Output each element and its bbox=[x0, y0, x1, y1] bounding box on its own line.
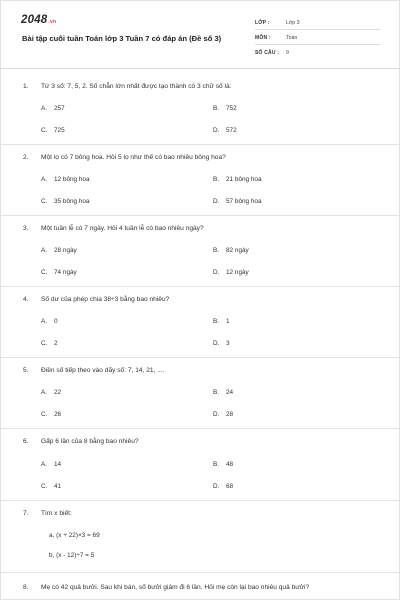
option-letter: C. bbox=[41, 411, 48, 418]
option-text: 82 ngày bbox=[226, 247, 249, 254]
option-text: 48 bbox=[226, 461, 234, 468]
option-text: 68 bbox=[226, 483, 234, 490]
option-text: 22 bbox=[54, 389, 62, 396]
answer-option-c[interactable] bbox=[41, 340, 58, 347]
answer-option-c[interactable] bbox=[41, 198, 90, 205]
option-letter: D. bbox=[213, 127, 220, 134]
question-number: 3. bbox=[23, 225, 29, 232]
option-text: 74 ngày bbox=[54, 269, 77, 276]
answer-option-a[interactable] bbox=[41, 176, 90, 183]
answer-option-a[interactable] bbox=[41, 461, 61, 468]
answer-option-b[interactable] bbox=[213, 461, 233, 468]
answer-option-a[interactable] bbox=[41, 247, 77, 254]
meta-label-class: LỚP : bbox=[255, 20, 270, 26]
answer-option-c[interactable] bbox=[41, 269, 77, 276]
answer-option-a[interactable] bbox=[41, 105, 65, 112]
option-letter: C. bbox=[41, 198, 48, 205]
question-text: Điền số tiếp theo vào dãy số: 7, 14, 21, .... bbox=[41, 367, 165, 374]
answer-option-b[interactable] bbox=[213, 105, 237, 112]
option-letter: B. bbox=[213, 318, 220, 325]
option-letter: A. bbox=[41, 389, 48, 396]
question-divider bbox=[1, 286, 400, 287]
option-text: 3 bbox=[226, 340, 230, 347]
question-number: 5. bbox=[23, 367, 29, 374]
question-divider bbox=[1, 144, 400, 145]
meta-value-subject: Toán bbox=[286, 35, 298, 41]
option-letter: A. bbox=[41, 176, 48, 183]
sub-question-a: a, (x + 22)×3 = 69 bbox=[49, 532, 100, 539]
answer-option-c[interactable] bbox=[41, 411, 61, 418]
option-letter: B. bbox=[213, 105, 220, 112]
question-text: Mẹ có 42 quả bưởi. Sau khi bán, số bưởi giảm đi 6 lần. Hỏi mẹ còn lại bao nhiêu quả bưởi? bbox=[41, 584, 310, 591]
answer-option-d[interactable] bbox=[213, 340, 230, 347]
option-text: 1 bbox=[226, 318, 230, 325]
meta-row-class bbox=[255, 17, 380, 30]
option-letter: A. bbox=[41, 105, 48, 112]
option-text: 57 bông hoa bbox=[226, 198, 262, 205]
option-text: 35 bông hoa bbox=[54, 198, 90, 205]
question-text: Một lọ có 7 bông hoa. Hỏi 5 lọ như thế có bao nhiêu bông hoa? bbox=[41, 154, 226, 161]
option-letter: C. bbox=[41, 269, 48, 276]
answer-option-d[interactable] bbox=[213, 411, 233, 418]
option-text: 2 bbox=[54, 340, 58, 347]
option-letter: C. bbox=[41, 127, 48, 134]
option-letter: B. bbox=[213, 389, 220, 396]
site-logo[interactable] bbox=[21, 14, 56, 26]
option-letter: D. bbox=[213, 411, 220, 418]
option-text: 28 bbox=[226, 411, 234, 418]
option-letter: B. bbox=[213, 247, 220, 254]
question-number: 7. bbox=[23, 510, 29, 517]
option-text: 41 bbox=[54, 483, 62, 490]
option-letter: C. bbox=[41, 483, 48, 490]
option-letter: A. bbox=[41, 461, 48, 468]
question-number: 1. bbox=[23, 83, 29, 90]
option-letter: C. bbox=[41, 340, 48, 347]
meta-label-question-count: SỐ CÂU : bbox=[255, 50, 280, 56]
answer-option-a[interactable] bbox=[41, 389, 61, 396]
question-divider bbox=[1, 572, 400, 573]
option-letter: B. bbox=[213, 461, 220, 468]
meta-label-subject: MÔN : bbox=[255, 35, 271, 41]
logo-text: 2048 bbox=[21, 14, 48, 26]
option-text: 12 ngày bbox=[226, 269, 249, 276]
meta-value-class: Lớp 3 bbox=[286, 20, 300, 26]
question-divider bbox=[1, 357, 400, 358]
option-letter: D. bbox=[213, 269, 220, 276]
question-text: Một tuần lễ có 7 ngày. Hỏi 4 tuần lễ có bao nhiêu ngày? bbox=[41, 225, 204, 232]
answer-option-b[interactable] bbox=[213, 176, 262, 183]
option-letter: D. bbox=[213, 340, 220, 347]
option-text: 725 bbox=[54, 127, 65, 134]
option-text: 12 bông hoa bbox=[54, 176, 90, 183]
answer-option-c[interactable] bbox=[41, 483, 61, 490]
option-text: 0 bbox=[54, 318, 58, 325]
answer-option-d[interactable] bbox=[213, 198, 262, 205]
option-text: 257 bbox=[54, 105, 65, 112]
meta-row-subject bbox=[255, 32, 380, 45]
answer-option-d[interactable] bbox=[213, 269, 249, 276]
option-text: 21 bông hoa bbox=[226, 176, 262, 183]
question-divider bbox=[1, 428, 400, 429]
answer-option-b[interactable] bbox=[213, 318, 230, 325]
option-text: 24 bbox=[226, 389, 234, 396]
question-text: Tìm x biết: bbox=[41, 510, 72, 517]
question-text: Từ 3 số: 7, 5, 2. Số chẵn lớn nhất được tạo thành có 3 chữ số là: bbox=[41, 83, 232, 90]
question-text: Số dư của phép chia 38÷3 bằng bao nhiêu? bbox=[41, 296, 170, 303]
meta-value-question-count: 9 bbox=[286, 50, 289, 56]
option-text: 26 bbox=[54, 411, 62, 418]
answer-option-d[interactable] bbox=[213, 127, 237, 134]
option-letter: A. bbox=[41, 318, 48, 325]
option-letter: D. bbox=[213, 198, 220, 205]
question-number: 2. bbox=[23, 154, 29, 161]
sub-question-b: b, (x - 12)÷7 = 5 bbox=[49, 552, 95, 559]
question-divider bbox=[1, 215, 400, 216]
answer-option-b[interactable] bbox=[213, 389, 233, 396]
question-text: Gấp 6 lần của 8 bằng bao nhiêu? bbox=[41, 438, 139, 445]
answer-option-b[interactable] bbox=[213, 247, 249, 254]
worksheet-header bbox=[1, 1, 400, 69]
question-number: 4. bbox=[23, 296, 29, 303]
question-divider bbox=[1, 500, 400, 501]
option-letter: B. bbox=[213, 176, 220, 183]
answer-option-a[interactable] bbox=[41, 318, 58, 325]
option-text: 14 bbox=[54, 461, 62, 468]
option-letter: A. bbox=[41, 247, 48, 254]
answer-option-c[interactable] bbox=[41, 127, 65, 134]
option-text: 28 ngày bbox=[54, 247, 77, 254]
option-text: 572 bbox=[226, 127, 237, 134]
option-text: 752 bbox=[226, 105, 237, 112]
logo-domain: .vn bbox=[48, 19, 57, 25]
question-number: 6. bbox=[23, 438, 29, 445]
question-number: 8. bbox=[23, 584, 29, 591]
meta-row-question-count bbox=[255, 47, 380, 60]
option-letter: D. bbox=[213, 483, 220, 490]
answer-option-d[interactable] bbox=[213, 483, 233, 490]
worksheet-title: Bài tập cuối tuần Toán lớp 3 Tuần 7 có đáp án (Đề số 3) bbox=[22, 34, 222, 43]
